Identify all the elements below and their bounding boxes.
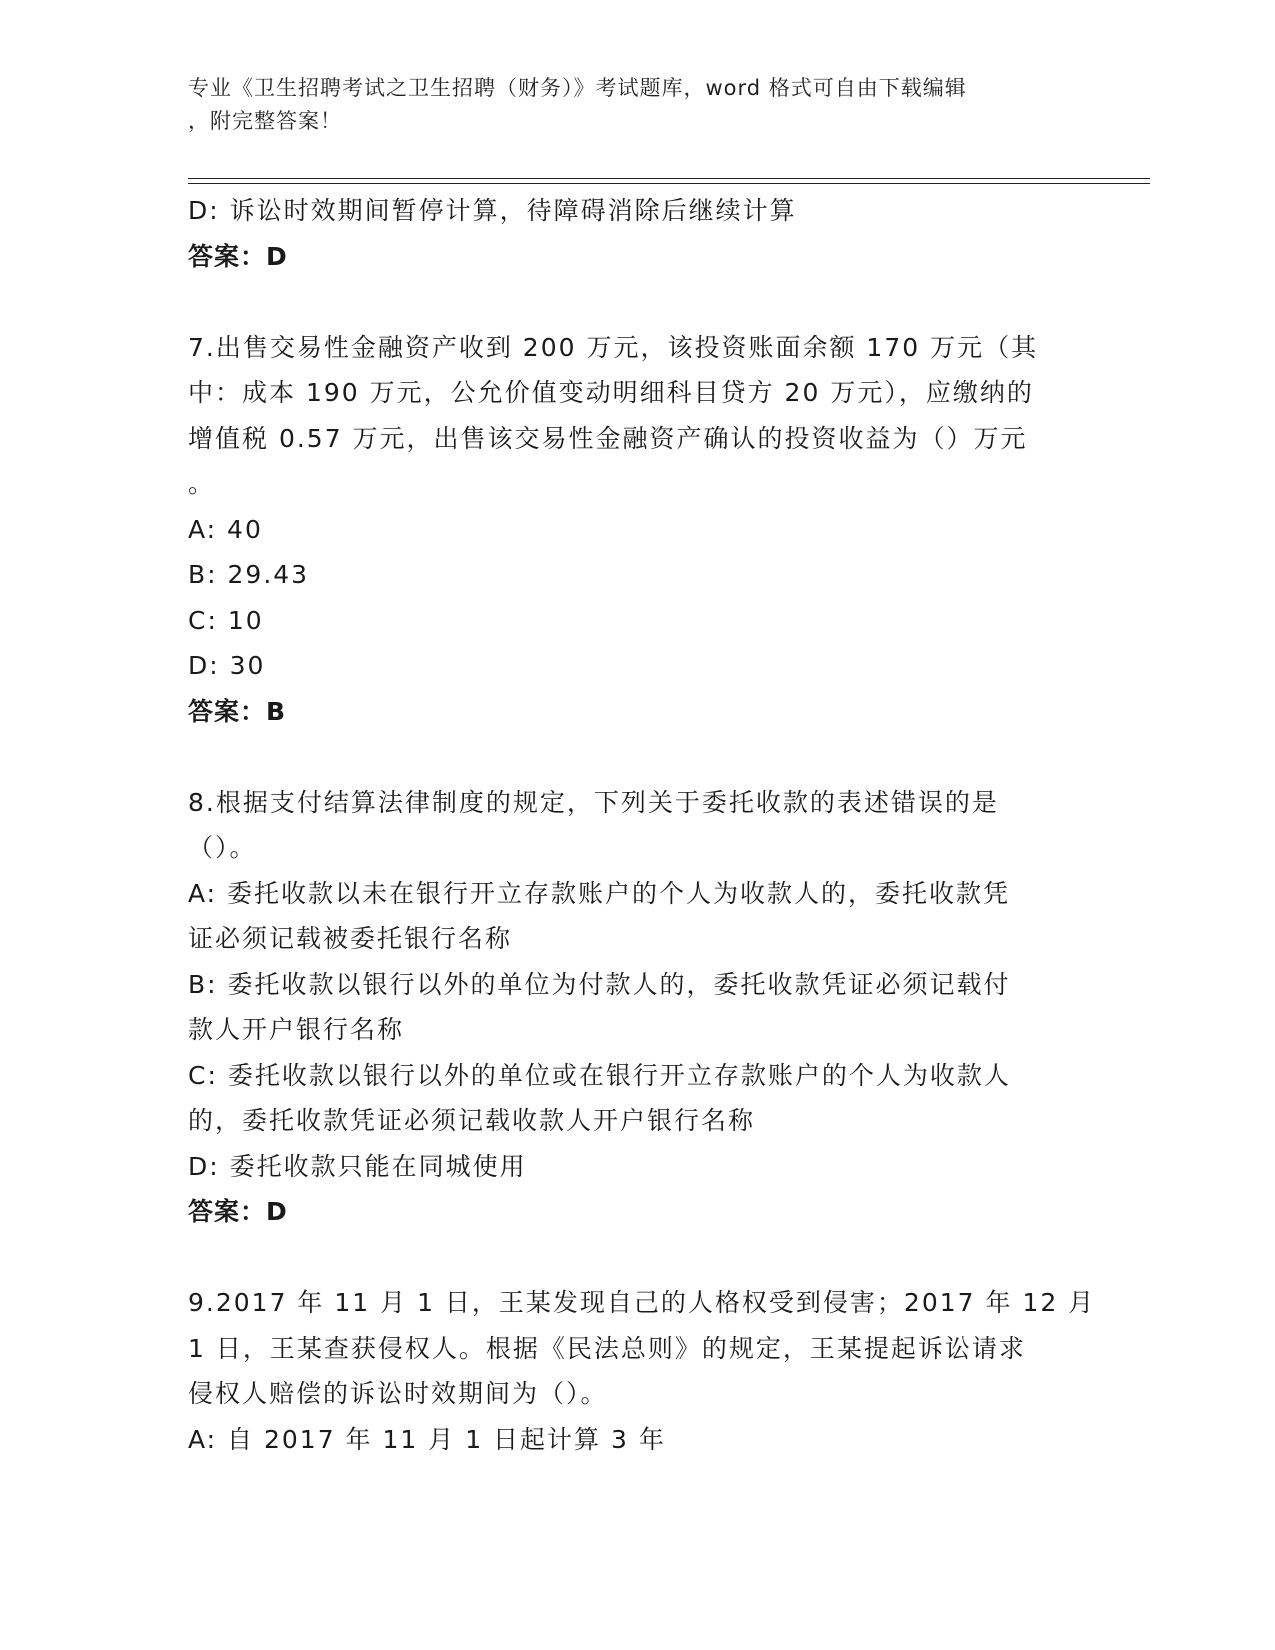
spacer bbox=[188, 1235, 1088, 1281]
question-9-line: 1 日，王某查获侵权人。根据《民法总则》的规定，王某提起诉讼请求 bbox=[188, 1333, 1026, 1363]
question-9 bbox=[188, 1280, 1096, 1462]
question-7-line: 。 bbox=[188, 469, 216, 498]
header-divider bbox=[188, 178, 1150, 184]
question-7-option-b: B: 29.43 bbox=[188, 560, 310, 589]
question-7-answer: 答案：B bbox=[188, 696, 287, 726]
spacer bbox=[188, 734, 1088, 780]
question-8-option-c-cont: 的，委托收款凭证必须记载收款人开户银行名称 bbox=[188, 1106, 756, 1135]
question-7-option-a: A: 40 bbox=[188, 514, 263, 544]
question-7 bbox=[188, 325, 1088, 735]
document-header bbox=[188, 72, 1068, 138]
question-9-option-a: A: 自 2017 年 11 月 1 日起计算 3 年 bbox=[188, 1424, 666, 1454]
prev-answer: 答案：D bbox=[188, 241, 288, 271]
question-7-option-d: D: 30 bbox=[188, 651, 266, 680]
question-7-option-c: C: 10 bbox=[188, 605, 264, 635]
question-8-option-a: A: 委托收款以未在银行开立存款账户的个人为收款人的，委托收款凭 bbox=[188, 878, 1011, 908]
question-9-line: 9.2017 年 11 月 1 日，王某发现自己的人格权受到侵害；2017 年 12 月 bbox=[188, 1288, 1096, 1317]
question-8-option-b-cont: 款人开户银行名称 bbox=[188, 1015, 405, 1044]
question-7-line: 增值税 0.57 万元，出售该交易性金融资产确认的投资收益为（）万元 bbox=[188, 423, 1028, 453]
question-8-option-d: D: 委托收款只能在同城使用 bbox=[188, 1151, 527, 1181]
question-8-line: 8.根据支付结算法律制度的规定，下列关于委托收款的表述错误的是 bbox=[188, 787, 999, 817]
header-line-2: ，附完整答案！ bbox=[188, 109, 342, 133]
question-8-option-c: C: 委托收款以银行以外的单位或在银行开立存款账户的个人为收款人 bbox=[188, 1060, 1011, 1090]
question-8-option-b: B: 委托收款以银行以外的单位为付款人的，委托收款凭证必须记载付 bbox=[188, 969, 1011, 999]
question-7-line: 中：成本 190 万元，公允价值变动明细科目贷方 20 万元），应缴纳的 bbox=[188, 378, 1034, 407]
question-8-option-a-cont: 证必须记载被委托银行名称 bbox=[188, 924, 513, 953]
spacer bbox=[188, 279, 1088, 325]
header-line-1: 专业《卫生招聘考试之卫生招聘（财务）》考试题库，word 格式可自由下载编辑 bbox=[188, 76, 967, 100]
question-content bbox=[188, 188, 1096, 1462]
question-8 bbox=[188, 780, 1088, 1235]
prev-option-d: D: 诉讼时效期间暂停计算，待障碍消除后继续计算 bbox=[188, 196, 797, 225]
question-9-line: 侵权人赔偿的诉讼时效期间为（）。 bbox=[188, 1379, 608, 1408]
question-8-answer: 答案：D bbox=[188, 1197, 288, 1226]
question-8-line: （）。 bbox=[188, 833, 257, 862]
question-7-line: 7.出售交易性金融资产收到 200 万元，该投资账面余额 170 万元（其 bbox=[188, 332, 1039, 362]
